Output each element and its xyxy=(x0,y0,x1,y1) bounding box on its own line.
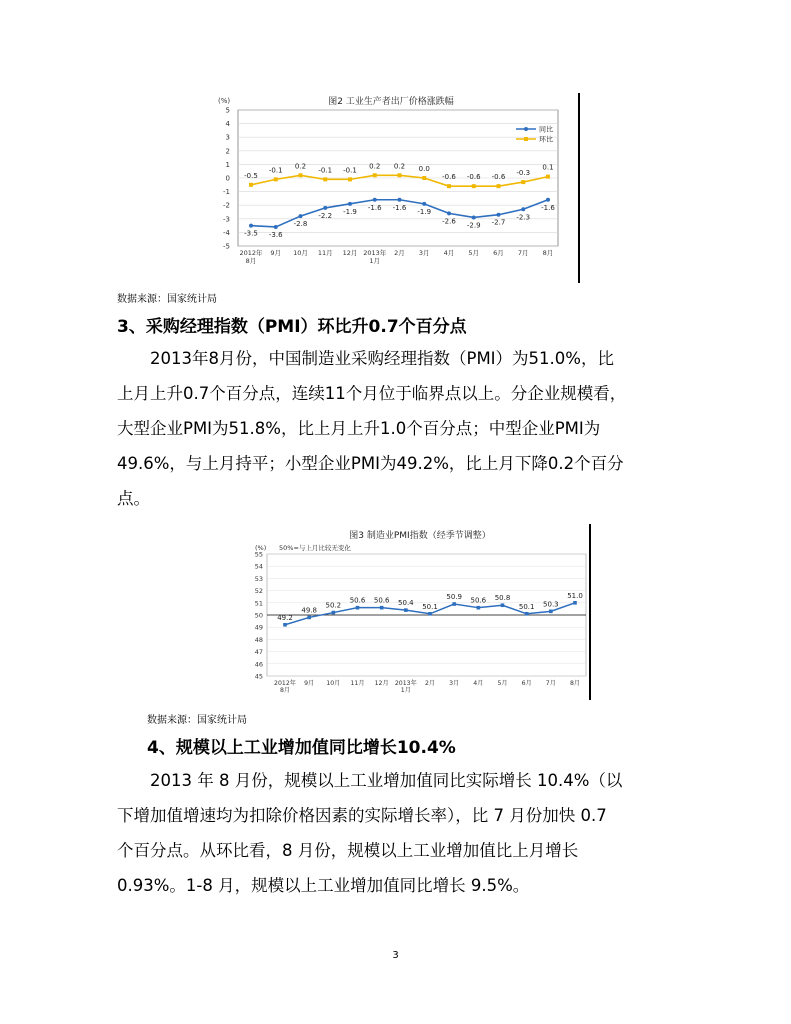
data-label: 0.0 xyxy=(418,165,430,173)
data-point xyxy=(521,180,525,184)
data-point xyxy=(521,207,525,211)
data-label: 50.2 xyxy=(325,601,342,610)
y-tick-label: -1 xyxy=(223,188,230,197)
data-point xyxy=(501,603,505,607)
data-point xyxy=(323,177,327,181)
data-label: -2.2 xyxy=(318,211,333,220)
data-point xyxy=(472,184,476,188)
data-label: -0.1 xyxy=(343,166,357,175)
data-point xyxy=(447,184,451,188)
data-label: 50.1 xyxy=(518,602,535,611)
x-tick-label: 7月 xyxy=(545,680,556,687)
y-tick-label: 47 xyxy=(254,648,263,657)
y-tick-label: -5 xyxy=(223,242,230,251)
x-tick-label: 2月 xyxy=(424,680,436,687)
data-point xyxy=(373,173,377,177)
x-tick-label: 3月 xyxy=(418,249,430,257)
data-label: -2.3 xyxy=(516,213,531,222)
figure-2-chart xyxy=(216,93,566,273)
x-tick-label: 4月 xyxy=(443,249,455,257)
x-tick-label: 5月 xyxy=(468,249,480,257)
x-tick-label: 2012年 xyxy=(239,249,263,257)
y-tick-label: 4 xyxy=(225,120,230,129)
y-tick-label: 3 xyxy=(225,133,230,142)
x-tick-label: 5月 xyxy=(497,680,508,687)
data-label: -3.5 xyxy=(244,229,258,238)
y-unit-label: (%) xyxy=(218,97,231,105)
y-tick-label: 45 xyxy=(254,672,263,681)
data-label: 50.8 xyxy=(494,594,511,603)
data-label: -0.1 xyxy=(318,166,333,175)
y-tick-label: 52 xyxy=(254,587,263,596)
x-tick-label: 1月 xyxy=(369,257,381,265)
data-label: -1.9 xyxy=(417,207,432,216)
data-label: 49.8 xyxy=(301,606,317,615)
y-tick-label: -3 xyxy=(223,215,230,224)
y-tick-label: -2 xyxy=(223,201,230,210)
data-point xyxy=(332,611,336,615)
figure-title: 图3 制造业PMI指数（经季节调整） xyxy=(349,531,491,541)
x-tick-label: 9月 xyxy=(304,680,315,687)
x-tick-label: 8月 xyxy=(569,680,581,687)
x-tick-label: 12月 xyxy=(374,680,389,687)
y-tick-label: 50 xyxy=(254,611,263,620)
y-tick-label: 54 xyxy=(254,562,263,571)
x-tick-label: 7月 xyxy=(517,249,529,257)
data-label: 0.2 xyxy=(393,162,406,171)
figure-title: 图2 工业生产者出厂价格涨跌幅 xyxy=(328,97,454,107)
data-point xyxy=(447,211,451,215)
data-label: 50.4 xyxy=(398,599,414,608)
data-point xyxy=(249,183,253,187)
data-label: 50.9 xyxy=(446,593,462,602)
data-label: -1.9 xyxy=(343,207,357,216)
data-label: -0.6 xyxy=(442,173,456,182)
data-label: -1.6 xyxy=(541,203,555,212)
figure-3-svg xyxy=(253,526,588,696)
x-tick-label: 8月 xyxy=(279,687,291,694)
x-tick-label: 9月 xyxy=(270,249,282,257)
x-tick-label: 6月 xyxy=(493,249,504,257)
x-tick-label: 2013年 xyxy=(394,680,417,687)
figure-3-source: 数据来源：国家统计局 xyxy=(147,715,247,726)
data-point xyxy=(373,198,377,202)
paragraph-line: 大型企业PMI为51.8%，比上月上升1.0个百分点；中型企业PMI为 xyxy=(117,419,601,438)
data-label: -3.6 xyxy=(268,230,283,239)
data-point xyxy=(307,616,311,620)
legend-label: 同比 xyxy=(539,125,553,134)
x-tick-label: 10月 xyxy=(293,249,308,257)
x-tick-label: 12月 xyxy=(342,249,358,257)
data-point xyxy=(398,173,402,177)
y-tick-label: 1 xyxy=(225,160,230,169)
figure-2-source: 数据来源：国家统计局 xyxy=(117,294,217,305)
figure-2-svg xyxy=(216,93,566,273)
data-point xyxy=(356,606,360,610)
y-tick-label: 51 xyxy=(254,599,263,608)
section-3-paragraph xyxy=(117,341,677,516)
figure-3-chart xyxy=(253,526,588,696)
y-tick-label: 49 xyxy=(254,623,263,632)
data-label: 50.6 xyxy=(349,596,366,605)
data-label: -1.6 xyxy=(392,203,407,212)
data-point xyxy=(497,213,501,217)
data-point xyxy=(546,198,550,202)
data-label: -1.6 xyxy=(367,203,382,212)
y-tick-label: 48 xyxy=(254,635,263,644)
vertical-rule xyxy=(578,93,580,283)
data-point xyxy=(525,612,529,616)
paragraph-line: 点。 xyxy=(117,489,150,508)
data-label: 50.6 xyxy=(470,596,487,605)
paragraph-line: 2013年8月份，中国制造业采购经理指数（PMI）为51.0%，比 xyxy=(117,349,614,368)
paragraph-line: 上月上升0.7个百分点，连续11个月位于临界点以上。分企业规模看， xyxy=(117,384,627,403)
y-tick-label: 55 xyxy=(254,550,263,559)
paragraph-line: 49.6%，与上月持平；小型企业PMI为49.2%，比上月下降0.2个百分 xyxy=(117,454,624,473)
data-point xyxy=(348,177,352,181)
data-point xyxy=(546,175,550,179)
x-tick-label: 8月 xyxy=(542,249,554,257)
x-tick-label: 2012年 xyxy=(274,680,296,687)
y-tick-label: 5 xyxy=(225,106,230,115)
data-point xyxy=(422,202,426,206)
x-tick-label: 6月 xyxy=(521,680,532,687)
vertical-rule xyxy=(589,524,591,700)
data-label: 0.2 xyxy=(294,162,307,171)
y-tick-label: 46 xyxy=(254,660,263,669)
data-point xyxy=(380,606,384,610)
data-label: -0.1 xyxy=(268,166,283,175)
data-label: -2.9 xyxy=(466,221,481,230)
paragraph-line: 0.93%。1-8 月，规模以上工业增加值同比增长 9.5%。 xyxy=(117,876,530,895)
x-tick-label: 11月 xyxy=(317,249,333,257)
data-point xyxy=(497,184,501,188)
data-point xyxy=(573,601,577,605)
x-tick-label: 11月 xyxy=(350,680,365,687)
section-4-heading: 4、规模以上工业增加值同比增长10.4% xyxy=(147,738,456,758)
data-label: -0.6 xyxy=(491,173,506,182)
data-point xyxy=(274,177,278,181)
data-point xyxy=(299,173,303,177)
paragraph-line: 个百分点。从环比看，8 月份，规模以上工业增加值比上月增长 xyxy=(117,841,579,860)
x-tick-label: 2013年 xyxy=(363,249,387,257)
data-label: 50.6 xyxy=(373,596,390,605)
y-tick-label: 0 xyxy=(225,174,230,183)
data-label: -0.5 xyxy=(244,171,258,180)
paragraph-line: 2013 年 8 月份，规模以上工业增加值同比实际增长 10.4%（以 xyxy=(117,771,623,790)
data-point xyxy=(249,224,253,228)
data-point xyxy=(283,623,287,627)
data-point xyxy=(549,610,553,614)
data-label: 50.3 xyxy=(543,600,559,609)
paragraph-line: 下增加值增速均为扣除价格因素的实际增长率），比 7 月份加快 0.7 xyxy=(117,806,607,825)
y-unit-label: (%) xyxy=(255,544,267,552)
data-label: -2.7 xyxy=(491,218,506,227)
data-label: -0.3 xyxy=(516,169,531,178)
data-label: 49.2 xyxy=(277,613,293,622)
data-point xyxy=(299,214,303,218)
y-tick-label: 2 xyxy=(225,147,230,156)
data-point xyxy=(452,602,456,606)
data-point xyxy=(428,612,432,616)
data-point xyxy=(274,225,278,229)
data-label: -0.6 xyxy=(466,173,481,182)
data-point xyxy=(323,206,327,210)
x-tick-label: 3月 xyxy=(449,680,460,687)
x-tick-label: 4月 xyxy=(473,680,484,687)
y-tick-label: 53 xyxy=(254,574,263,583)
x-tick-label: 8月 xyxy=(245,257,257,265)
data-label: -2.6 xyxy=(442,217,456,226)
legend-marker xyxy=(524,127,528,131)
x-tick-label: 1月 xyxy=(400,687,411,694)
data-label: 0.1 xyxy=(542,163,554,172)
data-point xyxy=(477,606,481,610)
data-label: -2.8 xyxy=(293,220,308,229)
y-tick-label: -4 xyxy=(223,228,230,237)
x-tick-label: 10月 xyxy=(326,680,341,687)
data-point xyxy=(472,215,476,219)
section-3-heading: 3、采购经理指数（PMI）环比升0.7个百分点 xyxy=(117,317,467,337)
data-point xyxy=(348,202,352,206)
data-label: 50.1 xyxy=(422,602,438,611)
data-label: 0.2 xyxy=(369,162,381,171)
legend-marker xyxy=(524,137,528,141)
data-point xyxy=(422,176,426,180)
data-label: 51.0 xyxy=(567,591,583,600)
section-4-paragraph xyxy=(117,763,677,903)
x-tick-label: 2月 xyxy=(394,249,405,257)
data-point xyxy=(398,198,402,202)
page-number: 3 xyxy=(392,950,399,961)
chart-note: 50%=与上月比较无变化 xyxy=(279,544,351,552)
legend-label: 环比 xyxy=(539,135,553,144)
data-point xyxy=(404,608,408,612)
